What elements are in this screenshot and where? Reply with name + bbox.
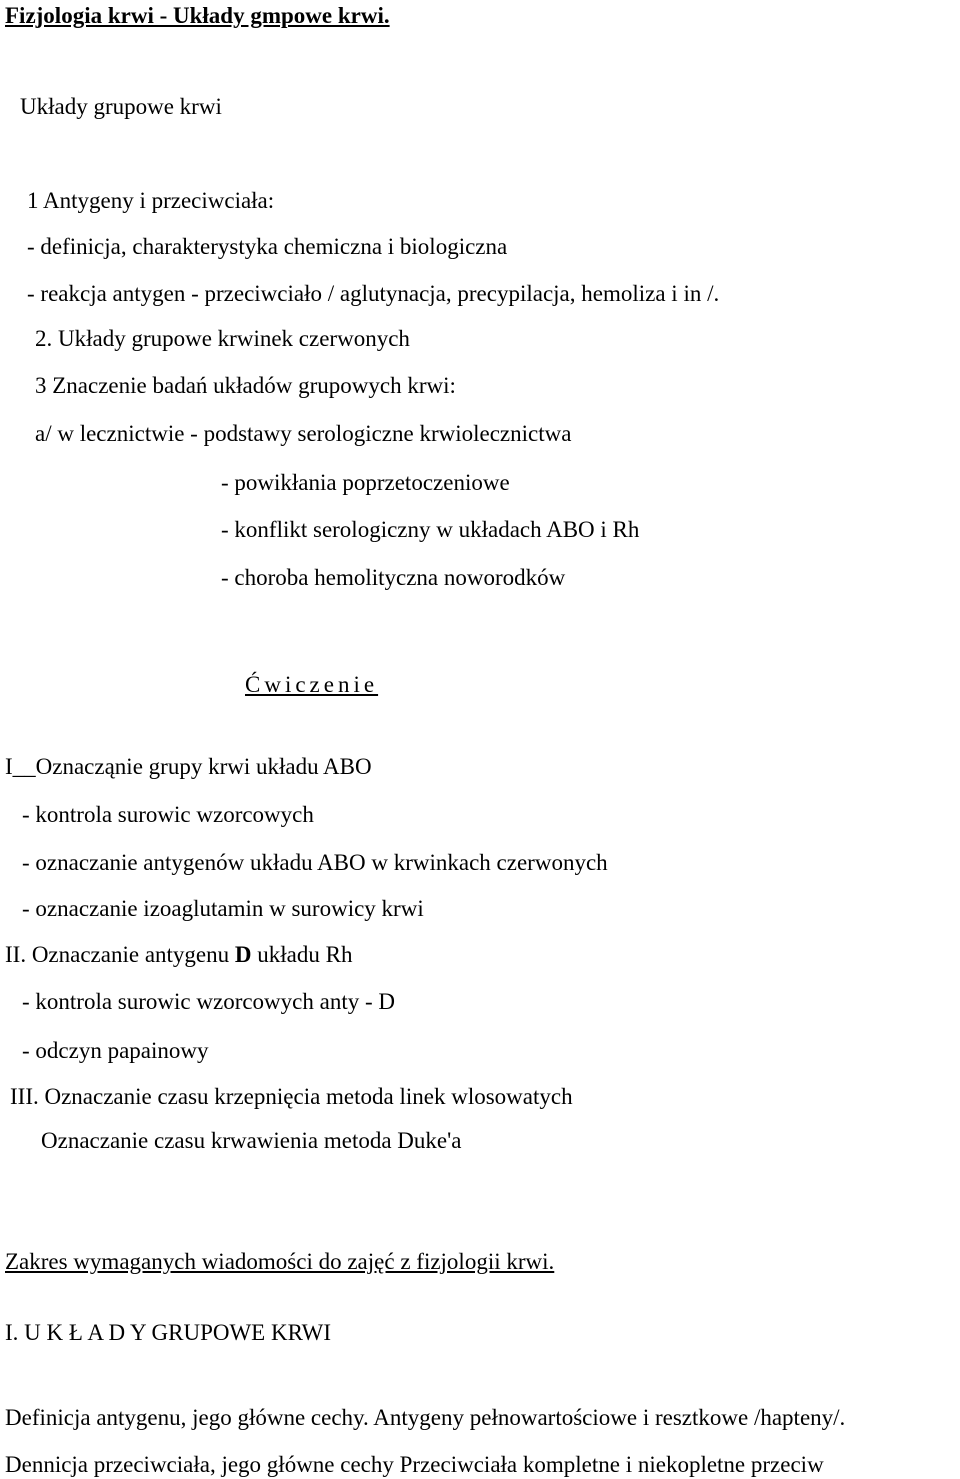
exercise-line: - oznaczanie izoaglutamin w surowicy krwi: [22, 896, 424, 921]
final-line: Dennicja przeciwciała, jego główne cechy Przeciwciała kompletne i niekopletne przeciw: [5, 1452, 824, 1477]
exercise-line: - kontrola surowic wzorcowych: [22, 802, 314, 827]
topic-line: 1 Antygeny i przeciwciała:: [27, 188, 275, 213]
document-title: Fizjologia krwi - Układy gmpowe krwi.: [5, 3, 390, 28]
exercise-line: III. Oznaczanie czasu krzepnięcia metoda linek wlosowatych: [10, 1084, 573, 1109]
final-line: Definicja antygenu, jego główne cechy. Antygeny pełnowartościowe i resztkowe /hapteny/.: [5, 1405, 846, 1430]
exercise-line-rh: [5, 942, 352, 968]
exercise-line: I__Oznacząnie grupy krwi układu ABO: [5, 754, 372, 779]
topic-line: a/ w lecznictwie - podstawy serologiczne krwiolecznictwa: [35, 421, 572, 446]
topic-line: - definicja, charakterystyka chemiczna i biologiczna: [27, 234, 508, 259]
topic-line: - reakcja antygen - przeciwciało / aglutynacja, precypilacja, hemoliza i in /.: [27, 281, 720, 306]
antigen-d-label: D: [234, 942, 252, 967]
exercise-line: - oznaczanie antygenów układu ABO w krwinkach czerwonych: [22, 850, 608, 875]
exercise-line-rh-end: układu Rh: [251, 942, 353, 967]
topic-line: 2. Układy grupowe krwinek czerwonych: [35, 326, 410, 351]
exercise-line-rh-start: II. Oznaczanie antygenu: [5, 942, 235, 967]
requirements-heading: Zakres wymaganych wiadomości do zajęć z fizjologii krwi.: [5, 1249, 555, 1274]
topic-line: 3 Znaczenie badań układów grupowych krwi:: [35, 373, 456, 398]
exercise-heading: Ćwiczenie: [245, 672, 379, 697]
exercise-line: - odczyn papainowy: [22, 1038, 209, 1063]
part-heading: I. U K Ł A D Y GRUPOWE KRWI: [5, 1320, 332, 1345]
exercise-line: - kontrola surowic wzorcowych anty - D: [22, 989, 395, 1014]
topic-line: - choroba hemolityczna noworodków: [221, 565, 566, 590]
section-heading: Układy grupowe krwi: [20, 94, 222, 119]
exercise-line: Oznaczanie czasu krwawienia metoda Duke'a: [41, 1128, 462, 1153]
topic-line: - konflikt serologiczny w układach ABO i Rh: [221, 517, 640, 542]
topic-line: - powikłania poprzetoczeniowe: [221, 470, 510, 495]
